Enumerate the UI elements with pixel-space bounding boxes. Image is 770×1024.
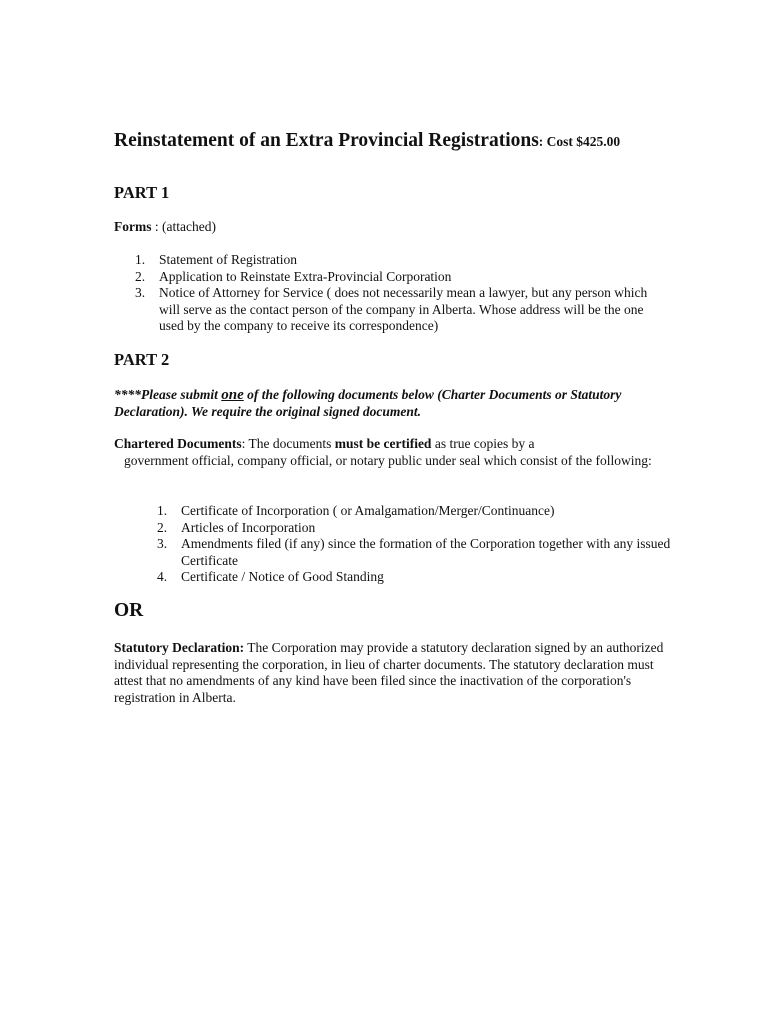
list-item xyxy=(135,252,655,269)
list-item xyxy=(135,269,655,286)
list-item-number: 2. xyxy=(135,268,146,284)
chartered-text1: : The documents xyxy=(241,436,335,451)
list-item-number: 1. xyxy=(157,503,168,518)
list-item-text: Amendments filed (if any) since the formation of the Corporation together with any issued Certificate xyxy=(181,536,671,568)
forms-list xyxy=(135,252,655,335)
forms-suffix: : (attached) xyxy=(151,219,216,234)
chartered-documents-paragraph xyxy=(114,436,674,469)
list-item xyxy=(157,520,677,537)
list-item-text: Certificate of Incorporation ( or Amalgamation/Merger/Continuance) xyxy=(181,503,555,518)
forms-label: Forms xyxy=(114,219,152,234)
chartered-bold: must be certified xyxy=(334,436,432,451)
list-item-text: Application to Reinstate Extra-Provincial Corporation xyxy=(159,268,452,284)
submission-note xyxy=(114,387,674,420)
part2-heading: PART 2 xyxy=(114,350,170,369)
list-item-text: Articles of Incorporation xyxy=(181,519,316,535)
list-item-text: Statement of Registration xyxy=(159,252,297,267)
chartered-label: Chartered Documents xyxy=(114,436,242,451)
note-one: one xyxy=(221,387,244,403)
or-divider: OR xyxy=(114,600,144,621)
title-main: Reinstatement of an Extra Provincial Registrations xyxy=(114,130,539,151)
list-item-number: 2. xyxy=(157,519,168,535)
chartered-documents-list xyxy=(157,503,677,586)
statutory-declaration-paragraph xyxy=(114,640,674,706)
list-item xyxy=(135,285,655,335)
list-item-number: 4. xyxy=(157,569,168,584)
forms-line xyxy=(114,219,216,236)
list-item xyxy=(157,569,677,586)
note-suffix: of the following documents below (Charter Documents or Statutory Declaration). We require the original signed document. xyxy=(114,387,622,419)
title-cost: : Cost $425.00 xyxy=(538,134,621,149)
chartered-continuation: government official, company official, or notary public under seal which consist of the following: xyxy=(124,452,652,468)
list-item xyxy=(157,536,677,569)
page-title xyxy=(114,130,620,152)
statutory-label: Statutory Declaration: xyxy=(114,640,245,655)
part1-heading: PART 1 xyxy=(114,183,170,202)
list-item-text: Notice of Attorney for Service ( does not necessarily mean a lawyer, but any person which will serve as the contact person of the company in Alberta. Whose address will be the one used by the company to receive its correspondence) xyxy=(159,285,648,333)
list-item-text: Certificate / Notice of Good Standing xyxy=(181,569,384,584)
statutory-text: The Corporation may provide a statutory declaration signed by an authorized individual representing the corporation, in lieu of charter documents. The statutory declaration must attest that no amendments of any kind have been filed since the inactivation of the corporation's registration in Alberta. xyxy=(114,640,664,705)
list-item-number: 1. xyxy=(135,252,146,267)
chartered-text2: as true copies by a xyxy=(431,436,535,451)
list-item xyxy=(157,503,677,520)
note-prefix: ****Please submit xyxy=(114,387,222,402)
list-item-number: 3. xyxy=(157,536,168,551)
list-item-number: 3. xyxy=(135,285,146,300)
